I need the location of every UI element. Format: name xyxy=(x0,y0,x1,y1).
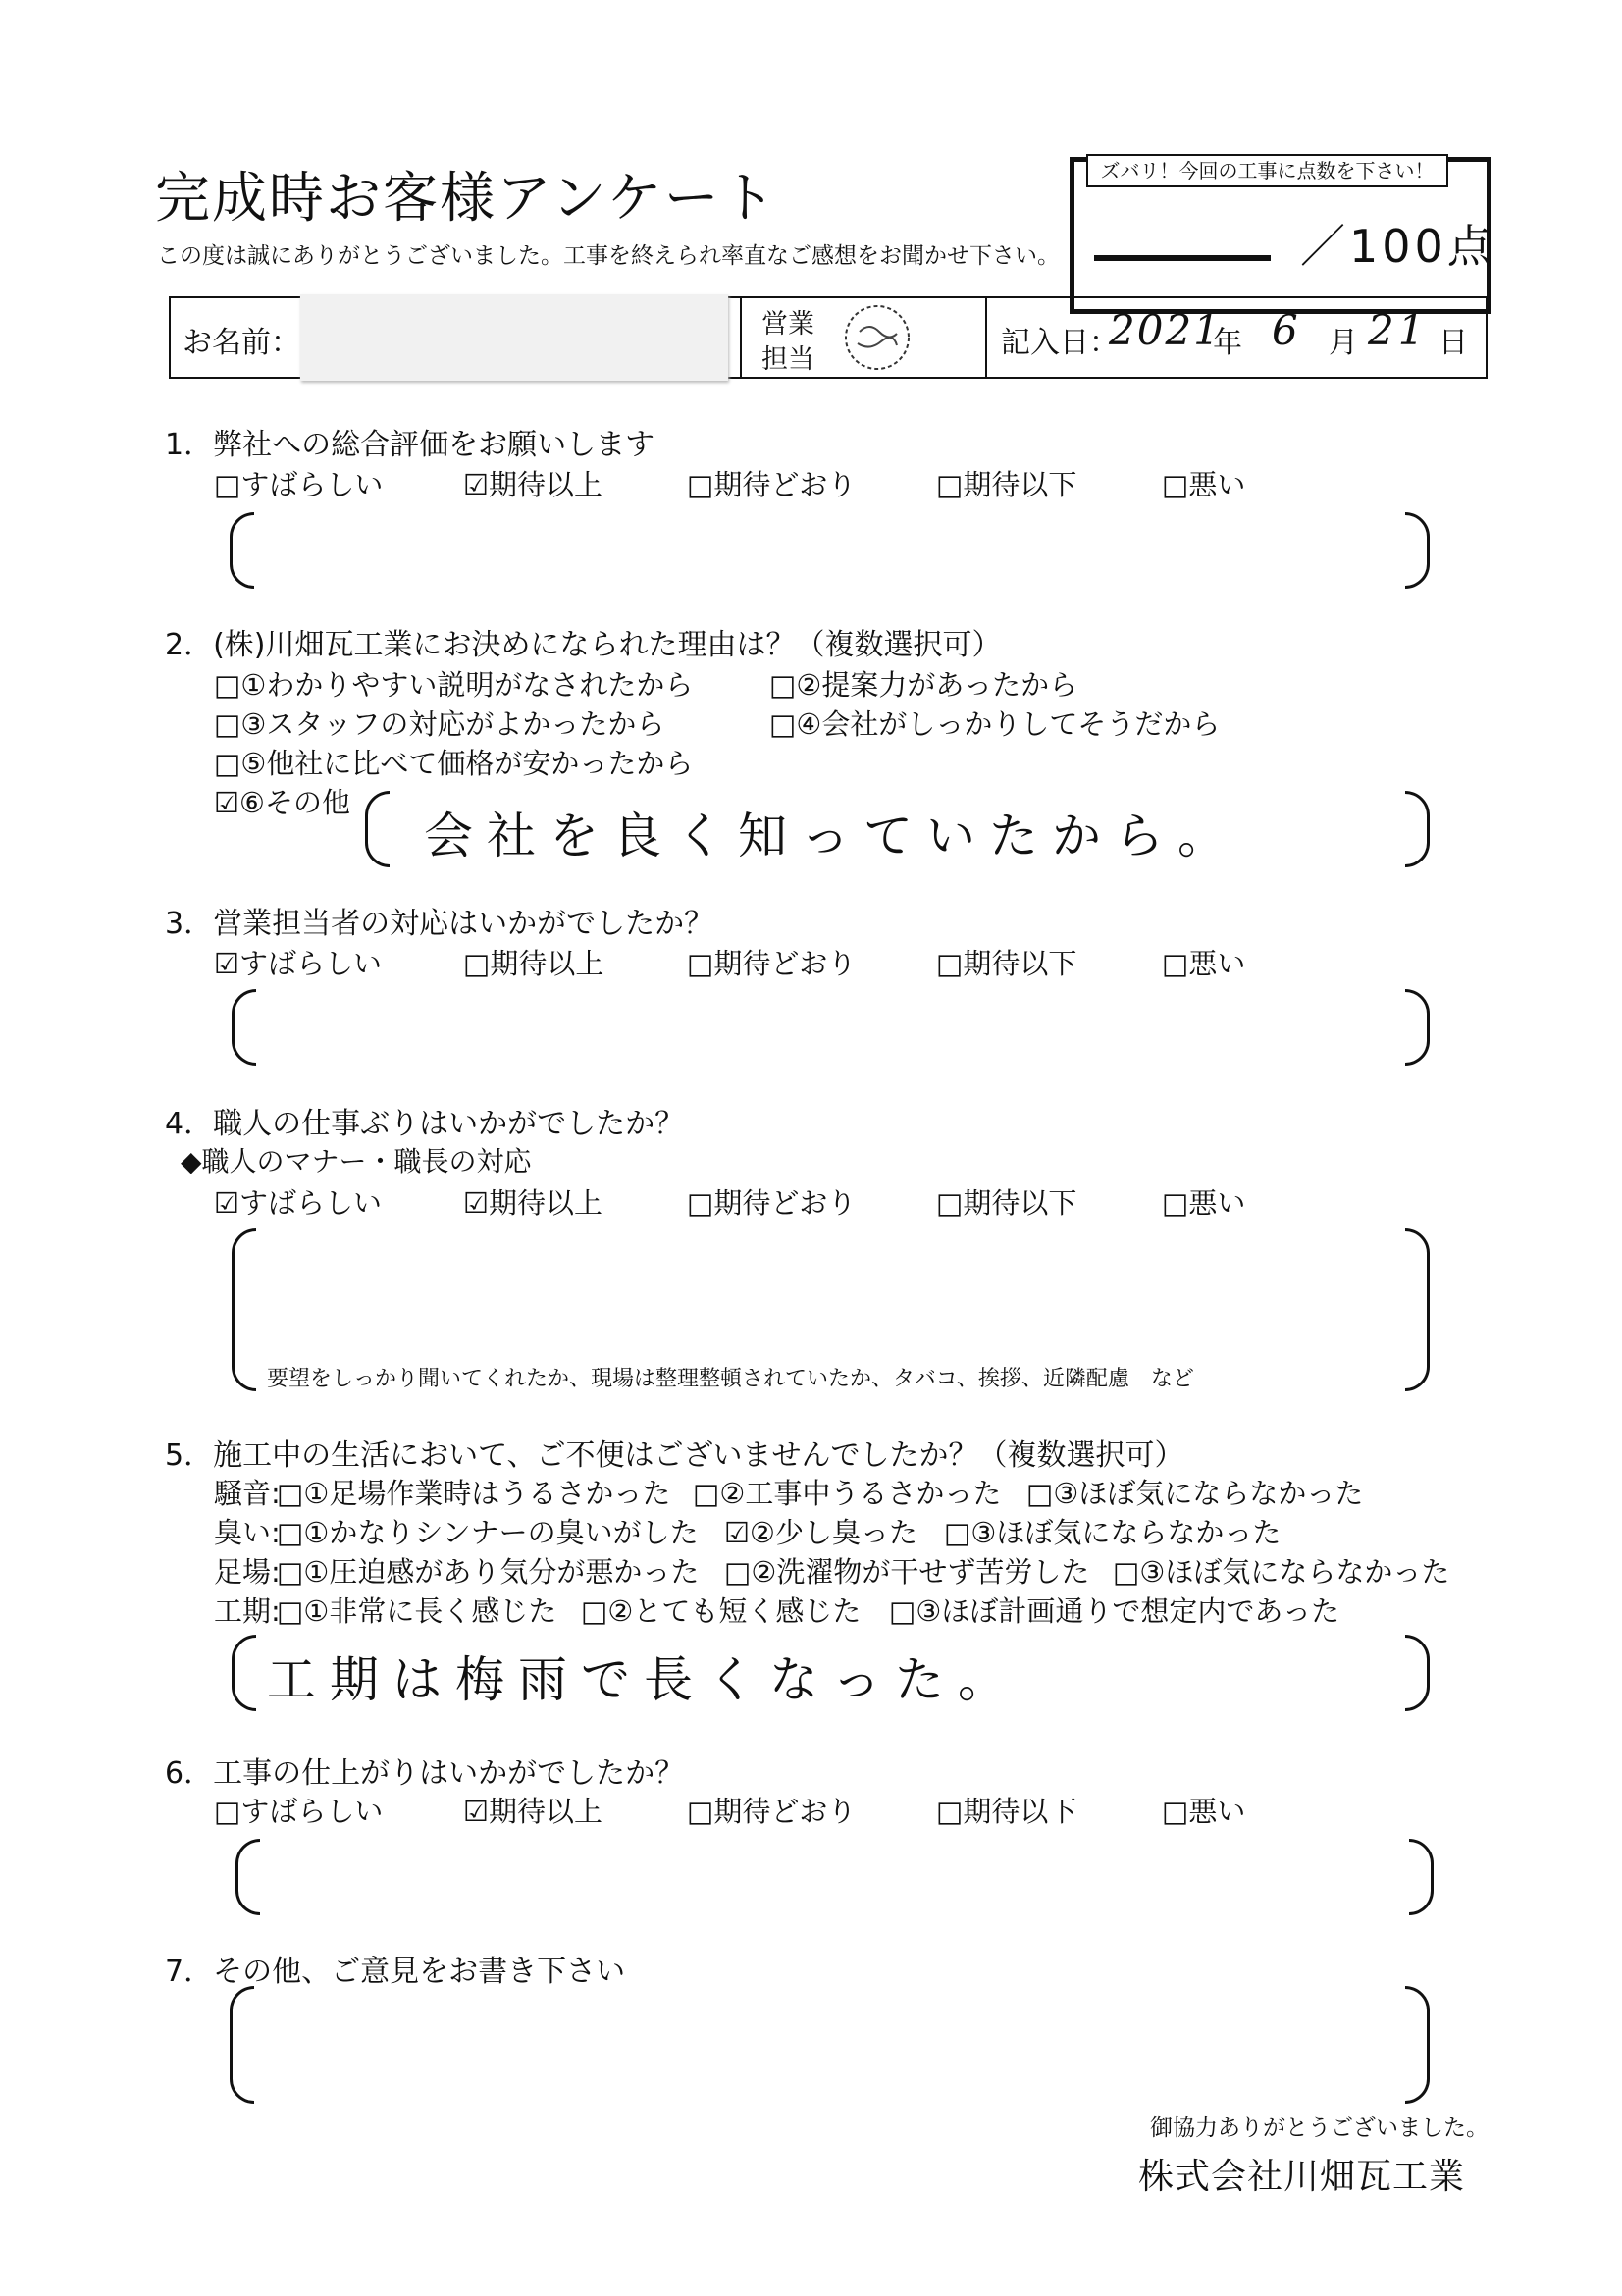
date-day-unit: 日 xyxy=(1439,326,1468,360)
score-input-line[interactable] xyxy=(1094,255,1271,261)
q2-option[interactable]: ☑⑥その他 xyxy=(214,786,350,819)
q5-comment-handwritten[interactable]: 工期は梅雨で長くなった。 xyxy=(267,1651,1020,1708)
q1-comment-bracket-left xyxy=(230,512,254,589)
q2-option[interactable]: □③スタッフの対応がよかったから xyxy=(214,707,665,741)
q6-option[interactable]: □期待どおり xyxy=(687,1795,857,1828)
q5-option[interactable]: □①かなりシンナーの臭いがした xyxy=(277,1516,699,1549)
q7-comment-bracket-left xyxy=(230,1986,254,2104)
q3-option[interactable]: ☑すばらしい xyxy=(214,947,382,980)
q2-option[interactable]: □①わかりやすい説明がなされたから xyxy=(214,668,694,702)
q4-hint: 要望をしっかり聞いてくれたか、現場は整理整頓されていたか、タバコ、挨拶、近隣配慮 など xyxy=(267,1367,1194,1391)
q4-option[interactable]: □期待どおり xyxy=(687,1186,857,1220)
q6-option[interactable]: □期待以下 xyxy=(936,1795,1077,1828)
q5-row-label: 足場: xyxy=(214,1555,281,1589)
q4-option[interactable]: □期待以下 xyxy=(936,1186,1077,1220)
q1-option[interactable]: □期待どおり xyxy=(687,468,857,501)
q6-option[interactable]: □すばらしい xyxy=(214,1795,384,1828)
q5-option[interactable]: □①圧迫感があり気分が悪かった xyxy=(277,1555,700,1589)
q4-subtitle: ◆職人のマナー・職長の対応 xyxy=(181,1145,532,1177)
q1-title: 1．弊社への総合評価をお願いします xyxy=(165,428,655,462)
sales-label-2: 担当 xyxy=(761,344,814,375)
q5-comment-bracket-right xyxy=(1405,1635,1430,1711)
name-redacted xyxy=(300,294,728,381)
q3-option[interactable]: □期待以下 xyxy=(936,947,1077,980)
sales-label-1: 営業 xyxy=(761,309,814,339)
name-cell xyxy=(171,298,742,377)
date-label: 記入日： xyxy=(1001,326,1119,360)
q5-option[interactable]: □③ほぼ気にならなかった xyxy=(944,1516,1282,1549)
q1-option[interactable]: □すばらしい xyxy=(214,468,384,501)
q4-comment-bracket-left xyxy=(232,1228,256,1391)
q3-option[interactable]: □期待どおり xyxy=(687,947,857,980)
sales-seal-stamp xyxy=(838,302,916,373)
q5-option[interactable]: □③ほぼ気にならなかった xyxy=(1026,1477,1364,1510)
q5-row-label: 工期: xyxy=(214,1594,281,1628)
score-suffix: ／100点 xyxy=(1300,220,1496,273)
q5-option[interactable]: □③ほぼ計画通りで想定内であった xyxy=(889,1594,1340,1628)
q5-option[interactable]: □②洗濯物が干せず苦労した xyxy=(724,1555,1090,1589)
q3-comment-bracket-left xyxy=(232,989,256,1066)
q5-option[interactable]: □①非常に長く感じた xyxy=(277,1594,557,1628)
q3-option[interactable]: □悪い xyxy=(1162,947,1246,980)
q1-comment-bracket-right xyxy=(1405,512,1430,589)
q5-row-label: 騒音: xyxy=(214,1477,281,1510)
q1-option[interactable]: ☑期待以上 xyxy=(463,468,602,501)
q4-option[interactable]: □悪い xyxy=(1162,1186,1246,1220)
q5-option[interactable]: ☑②少し臭った xyxy=(724,1516,917,1549)
date-day[interactable]: 21 xyxy=(1368,306,1429,354)
q2-option[interactable]: □②提案力があったから xyxy=(769,668,1078,702)
q3-option[interactable]: □期待以上 xyxy=(463,947,604,980)
q6-comment-bracket-right xyxy=(1409,1839,1434,1915)
q4-option[interactable]: ☑期待以上 xyxy=(463,1186,602,1220)
q6-comment-bracket-left xyxy=(235,1839,260,1915)
q5-comment-bracket-left xyxy=(232,1635,256,1711)
q4-title: 4．職人の仕事ぶりはいかがでしたか？ xyxy=(165,1107,685,1141)
footer-thanks: 御協力ありがとうございました。 xyxy=(1150,2115,1489,2141)
q5-title: 5．施工中の生活において、ご不便はございませんでしたか？（複数選択可） xyxy=(165,1438,1184,1473)
q1-option[interactable]: □期待以下 xyxy=(936,468,1077,501)
q5-option[interactable]: □①足場作業時はうるさかった xyxy=(277,1477,671,1510)
q5-row-label: 臭い: xyxy=(214,1516,281,1549)
date-month[interactable]: 6 xyxy=(1272,306,1312,354)
date-year[interactable]: 2021 xyxy=(1109,306,1222,354)
sales-cell xyxy=(740,298,987,377)
name-label: お名前： xyxy=(183,326,300,360)
q2-title: 2．(株)川畑瓦工業にお決めになられた理由は？（複数選択可） xyxy=(165,628,1002,662)
q6-option[interactable]: □悪い xyxy=(1162,1795,1246,1828)
q2-comment-bracket-left xyxy=(365,791,390,867)
q2-comment-handwritten[interactable]: 会社を良く知っていたから。 xyxy=(424,808,1240,864)
q2-option[interactable]: □⑤他社に比べて価格が安かったから xyxy=(214,747,694,780)
q7-title: 7．その他、ご意見をお書き下さい xyxy=(165,1955,626,1989)
q3-comment-bracket-right xyxy=(1405,989,1430,1066)
date-year-unit: 年 xyxy=(1213,326,1242,360)
date-month-unit: 月 xyxy=(1329,326,1358,360)
q3-title: 3．営業担当者の対応はいかがでしたか？ xyxy=(165,907,714,941)
date-cell xyxy=(985,298,1484,377)
q5-option[interactable]: □②とても短く感じた xyxy=(581,1594,862,1628)
page-title: 完成時お客様アンケート xyxy=(155,167,778,231)
q5-option[interactable]: □②工事中うるさかった xyxy=(693,1477,1002,1510)
q4-option[interactable]: ☑すばらしい xyxy=(214,1186,382,1220)
page-subtitle: この度は誠にありがとうございました。工事を終えられ率直なご感想をお聞かせ下さい。 xyxy=(157,243,1060,269)
q7-comment-bracket-right xyxy=(1405,1986,1430,2104)
q2-option[interactable]: □④会社がしっかりしてそうだから xyxy=(769,707,1221,741)
q1-option[interactable]: □悪い xyxy=(1162,468,1246,501)
info-table xyxy=(169,296,1488,379)
score-label: ズバリ！今回の工事に点数を下さい！ xyxy=(1086,154,1448,187)
q5-option[interactable]: □③ほぼ気にならなかった xyxy=(1113,1555,1450,1589)
q6-title: 6．工事の仕上がりはいかがでしたか？ xyxy=(165,1756,685,1791)
q2-comment-bracket-right xyxy=(1405,791,1430,867)
q6-option[interactable]: ☑期待以上 xyxy=(463,1795,602,1828)
footer-company: 株式会社川畑瓦工業 xyxy=(1138,2157,1466,2197)
q4-comment-bracket-right xyxy=(1405,1228,1430,1391)
